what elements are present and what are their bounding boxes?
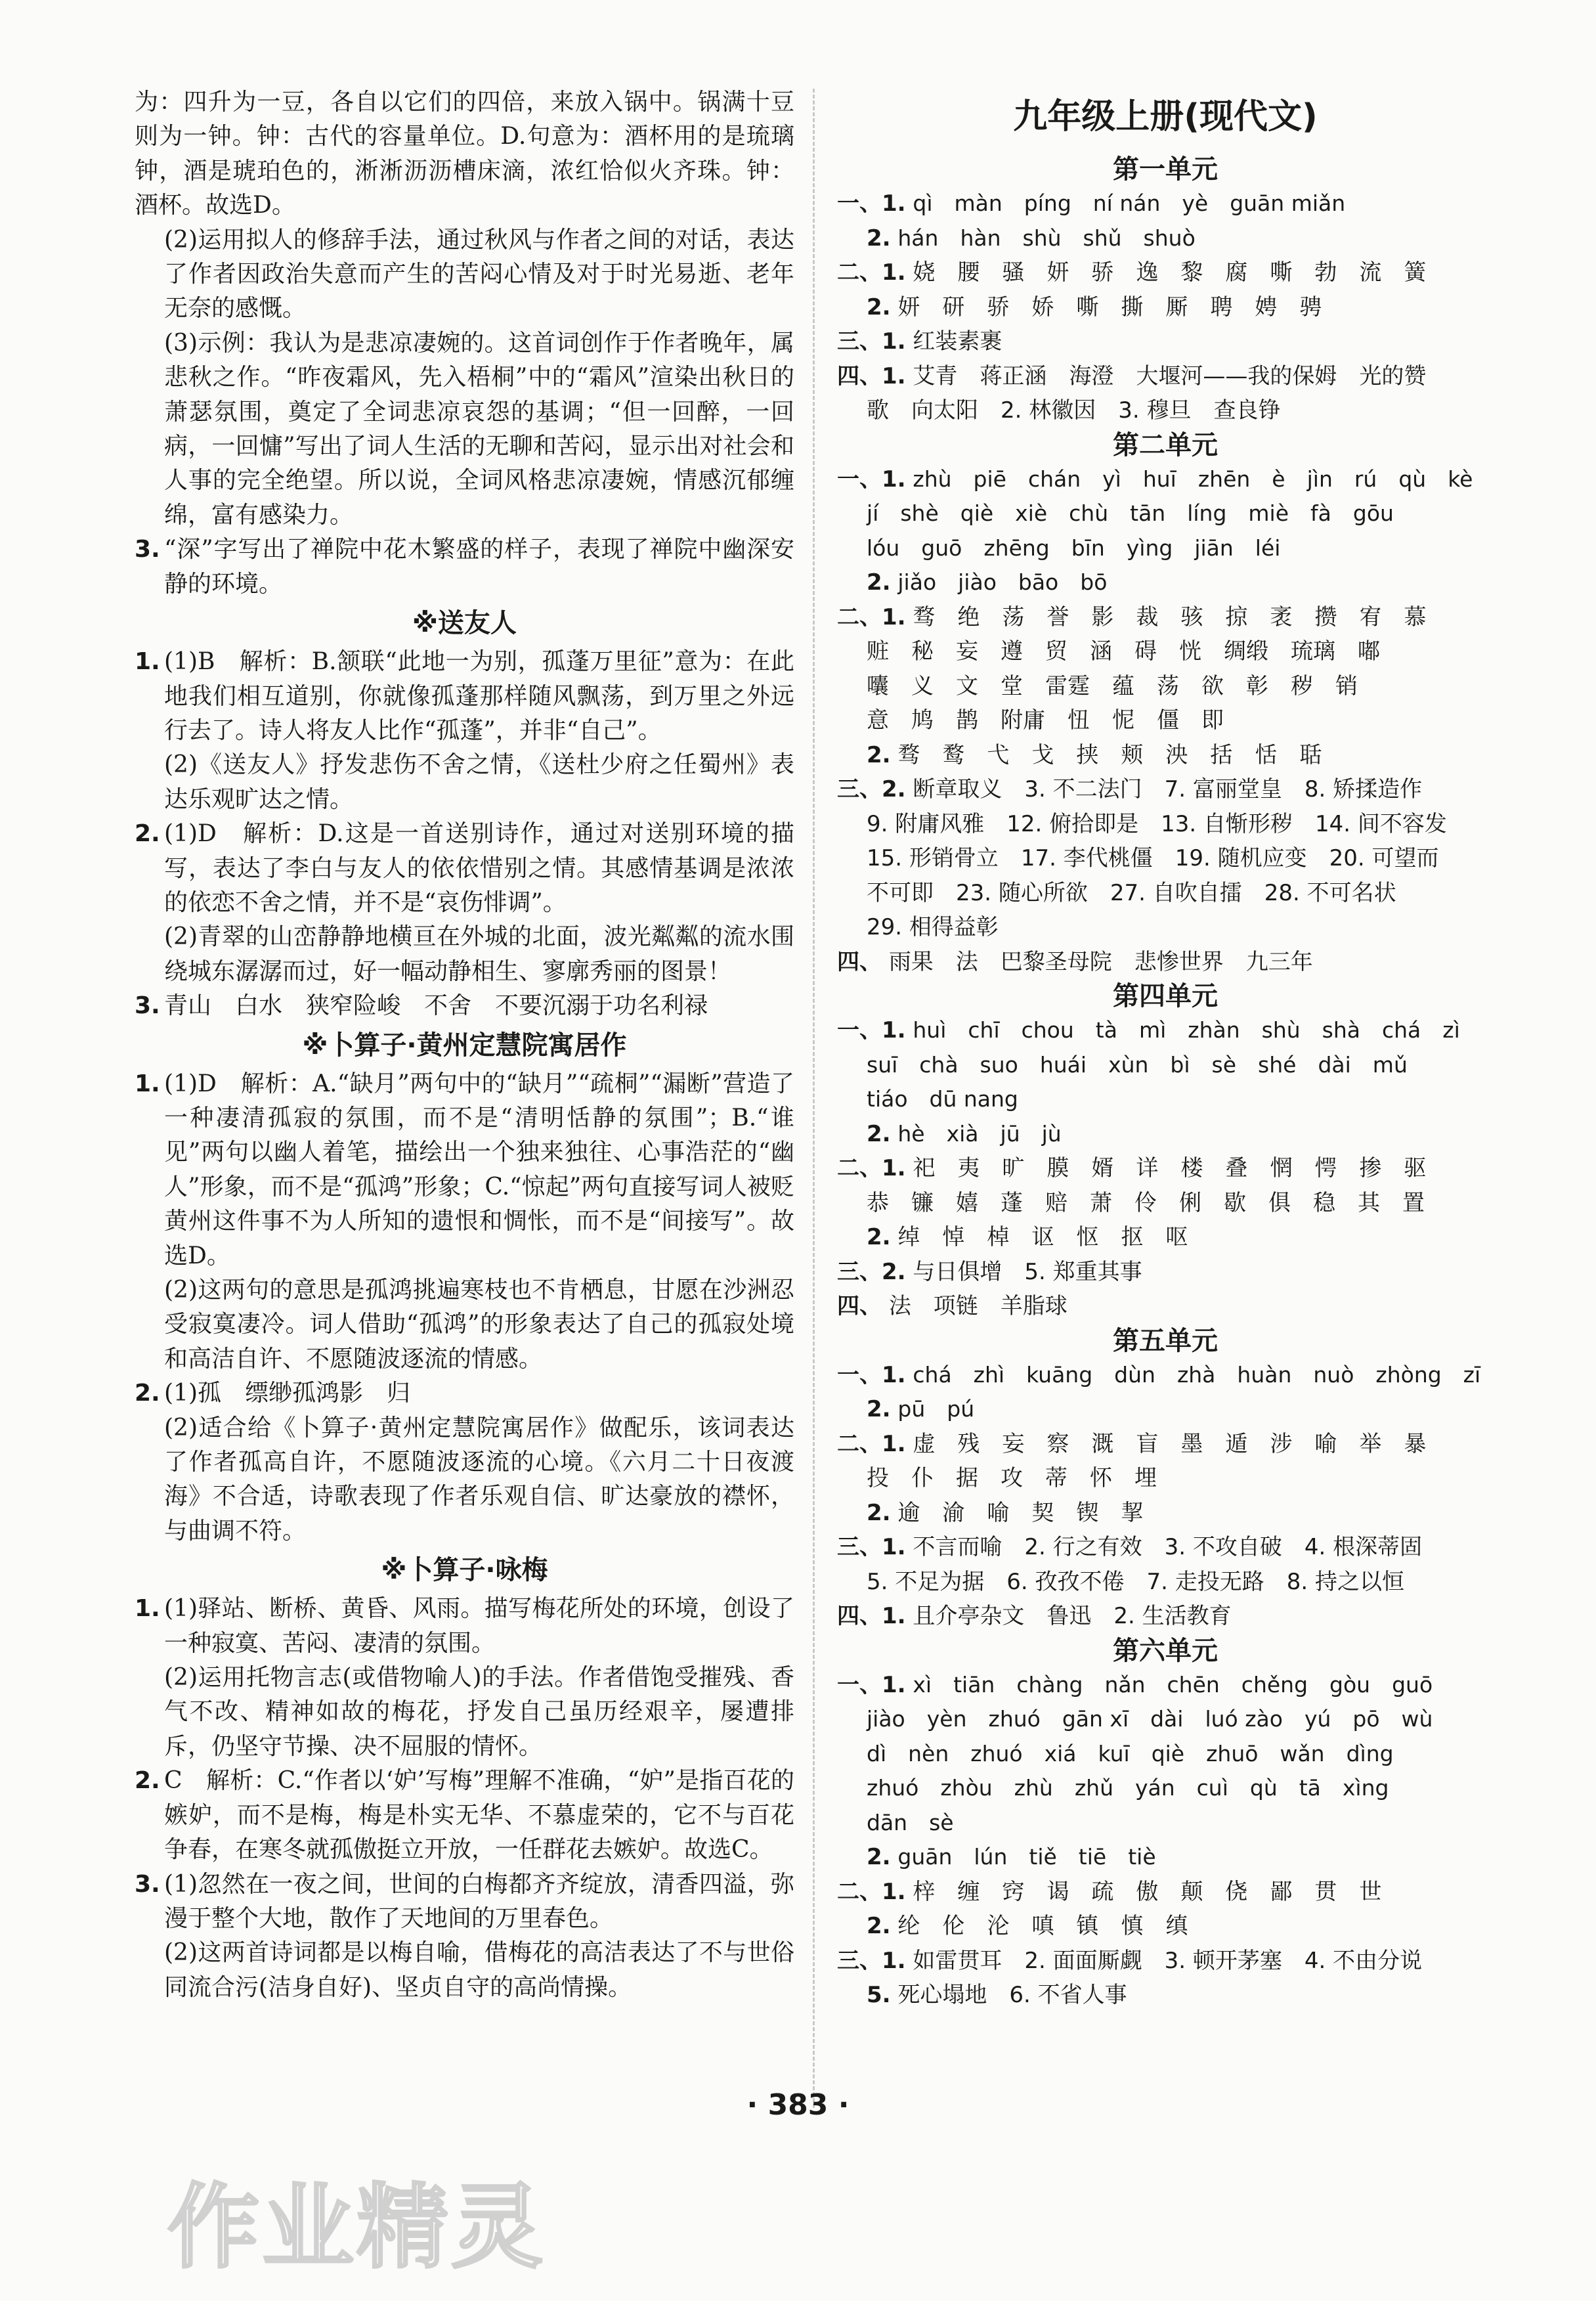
answer-item bbox=[135, 1411, 794, 1549]
item-label: 三、2. bbox=[837, 1258, 906, 1285]
answer-text: 15. 形销骨立 17. 李代桃僵 19. 随机应变 20. 可望而 bbox=[867, 845, 1439, 871]
item-text: C 解析：C.“作者以‘妒’写梅”理解不准确，“妒”是指百花的嫉妒，而不是梅，梅是朴实无华、不慕虚荣的，它不与百花争春，在寒冬就孤傲挺立开放，一任群花去嫉妒。故选C。 bbox=[164, 1767, 794, 1864]
item-number bbox=[135, 326, 164, 533]
answer-line bbox=[837, 1496, 1494, 1531]
answer-item bbox=[135, 1273, 794, 1376]
answer-line bbox=[837, 359, 1494, 394]
left-column bbox=[135, 85, 794, 2005]
item-label: 2. bbox=[867, 225, 891, 252]
item-label: 2. bbox=[867, 294, 891, 320]
item-label: 5. bbox=[867, 1982, 891, 2008]
answer-line bbox=[837, 1048, 1494, 1083]
answer-text: 纶 伦 沦 嗔 镇 慎 缜 bbox=[897, 1913, 1188, 1939]
answer-item bbox=[135, 533, 794, 602]
item-text: (2)《送友人》抒发悲伤不舍之情，《送杜少府之任蜀州》表达乐观旷达之情。 bbox=[164, 751, 794, 813]
item-number: 2. bbox=[135, 1767, 160, 1795]
answer-line bbox=[837, 1151, 1494, 1186]
answer-text: 且介亭杂文 鲁迅 2. 生活教育 bbox=[913, 1603, 1232, 1629]
item-label: 一、1. bbox=[837, 1671, 906, 1698]
answer-line bbox=[837, 1909, 1494, 1944]
item-label: 四、 bbox=[837, 1293, 882, 1319]
item-label: 二、1. bbox=[837, 1430, 906, 1457]
answer-text: 恭 镰 嬉 蓬 赔 萧 伶 俐 歇 俱 稳 其 置 bbox=[867, 1189, 1425, 1216]
answer-line bbox=[837, 772, 1494, 807]
answer-line bbox=[837, 945, 1494, 980]
answer-text: lóu guō zhēng bīn yìng jiān léi bbox=[867, 535, 1281, 561]
answer-line bbox=[837, 1461, 1494, 1496]
book-section-title: 九年级上册(现代文) bbox=[1013, 97, 1318, 137]
answer-line bbox=[837, 703, 1494, 738]
answer-text: qì màn píng ní nán yè guān miǎn bbox=[913, 190, 1346, 216]
item-label: 二、1. bbox=[837, 1878, 906, 1905]
item-label: 二、1. bbox=[837, 259, 906, 286]
answer-text: pū pú bbox=[897, 1396, 975, 1422]
answer-line bbox=[837, 669, 1494, 704]
item-number: 3. bbox=[135, 992, 160, 1020]
answer-line bbox=[837, 1875, 1494, 1910]
item-label: 2. bbox=[867, 1844, 891, 1870]
item-number: 2. bbox=[135, 820, 160, 848]
answer-text: 红装素裹 bbox=[913, 328, 1003, 355]
item-number: 2. bbox=[135, 1380, 160, 1407]
answer-text: hè xià jū jù bbox=[897, 1120, 1062, 1147]
item-number bbox=[135, 223, 164, 326]
column-divider bbox=[813, 89, 815, 2108]
answer-text: 绰 悼 棹 讴 怄 抠 呕 bbox=[897, 1224, 1188, 1250]
item-label: 一、1. bbox=[837, 190, 906, 217]
item-label: 一、1. bbox=[837, 1361, 906, 1388]
answer-item bbox=[135, 817, 794, 920]
answer-line bbox=[837, 186, 1494, 221]
answer-text: hán hàn shù shǔ shuò bbox=[897, 225, 1196, 251]
answer-text: jiào yèn zhuó gān xī dài luó zào yú pō wù bbox=[867, 1706, 1433, 1732]
item-label: 2. bbox=[867, 1913, 891, 1939]
item-text: (1)孤 缥缈孤鸿影 归 bbox=[164, 1380, 410, 1407]
answer-text: xì tiān chàng nǎn chēn chěng gòu guō bbox=[913, 1671, 1433, 1698]
answer-line bbox=[837, 1771, 1494, 1806]
answer-line bbox=[837, 221, 1494, 256]
answer-line bbox=[837, 1530, 1494, 1565]
item-label: 三、2. bbox=[837, 776, 906, 802]
answer-line bbox=[837, 876, 1494, 911]
answer-line bbox=[837, 807, 1494, 842]
item-label: 一、1. bbox=[837, 1017, 906, 1043]
item-number bbox=[135, 1411, 164, 1549]
watermark-logo: 作业精灵 bbox=[167, 2174, 546, 2281]
answer-item bbox=[135, 920, 794, 989]
answer-line bbox=[837, 1186, 1494, 1221]
answer-line bbox=[837, 600, 1494, 635]
answer-line bbox=[837, 1117, 1494, 1152]
answer-item bbox=[135, 1868, 794, 1937]
answer-text: 祀 夷 旷 膜 婿 详 楼 叠 惘 愕 掺 驱 bbox=[913, 1155, 1427, 1181]
item-text: (3)示例：我认为是悲凉凄婉的。这首词创作于作者晚年，属悲秋之作。“昨夜霜风，先入梧桐”中的“霜风”渲染出秋日的萧瑟氛围，奠定了全词悲凉哀怨的基调；“但一回醉，一回病，一回慵”写出了词人生活的无聊和苦闷，显示出对社会和人事的完全绝望。所以说，全词风格悲凉凄婉，情感沉郁缠绵，富有感染力。 bbox=[164, 329, 794, 529]
item-text: (1)忽然在一夜之间，世间的白梅都齐齐绽放，清香四溢，弥漫于整个大地，散作了天地间的万里春色。 bbox=[164, 1870, 794, 1932]
answer-line bbox=[837, 462, 1494, 497]
item-text: “深”字写出了禅院中花木繁盛的样子，表现了禅院中幽深安静的环境。 bbox=[164, 536, 794, 598]
answer-line bbox=[837, 324, 1494, 359]
answer-text: dān sè bbox=[867, 1809, 954, 1835]
item-number: 1. bbox=[135, 1595, 160, 1623]
unit-title: 第二单元 bbox=[1113, 429, 1218, 460]
answer-line bbox=[837, 1082, 1494, 1117]
item-number bbox=[135, 748, 164, 817]
answer-text: 投 仆 据 攻 蒂 怀 埋 bbox=[867, 1465, 1157, 1491]
answer-text: dì nèn zhuó xiá kuī qiè zhuō wǎn dìng bbox=[867, 1740, 1394, 1766]
section-title: ※卜算子·黄州定慧院寓居作 bbox=[302, 1030, 627, 1061]
item-label: 2. bbox=[867, 569, 891, 596]
answer-item bbox=[135, 223, 794, 326]
answer-line bbox=[837, 738, 1494, 773]
answer-line bbox=[837, 634, 1494, 669]
answer-line bbox=[837, 1565, 1494, 1600]
answer-text: 骛 鹜 弋 戈 挟 颊 泱 括 恬 聒 bbox=[897, 741, 1322, 768]
answer-text: 艾青 蒋正涵 海澄 大堰河——我的保姆 光的赞 bbox=[913, 362, 1427, 389]
item-label: 2. bbox=[867, 1499, 891, 1526]
answer-line bbox=[837, 1013, 1494, 1048]
item-text: (2)这两句的意思是孤鸿挑遍寒枝也不肯栖息，甘愿在沙洲忍受寂寞凄冷。词人借助“孤鸿”的形象表达了自己的孤寂处境和高洁自许、不愿随波逐流的情感。 bbox=[164, 1277, 794, 1372]
item-text: (1)D 解析：D.这是一首送别诗作，通过对送别环境的描写，表达了李白与友人的依依惜别之情。其感情基调是浓浓的依恋不舍之情，并不是“哀伤悱调”。 bbox=[164, 820, 794, 916]
item-number bbox=[135, 1273, 164, 1376]
item-number: 3. bbox=[135, 536, 160, 563]
answer-line bbox=[837, 496, 1494, 531]
unit-title: 第六单元 bbox=[1113, 1635, 1218, 1666]
item-text: (2)青翠的山峦静静地横亘在外城的北面，波光粼粼的流水围绕城东潺潺而过，好一幅动静相生、寥廓秀丽的图景！ bbox=[164, 923, 794, 985]
answer-text: 死心塌地 6. 不省人事 bbox=[897, 1982, 1127, 2008]
item-label: 四、 bbox=[837, 948, 882, 975]
answer-line bbox=[837, 393, 1494, 428]
item-label: 2. bbox=[867, 741, 891, 768]
item-label: 二、1. bbox=[837, 1155, 906, 1181]
answer-text: 赃 秘 妄 遵 贸 涵 碍 恍 绸缎 琉璃 嘟 bbox=[867, 638, 1380, 665]
answer-text: 妍 研 骄 娇 嘶 撕 厮 聘 娉 骋 bbox=[897, 294, 1322, 320]
answer-text: 雨果 法 巴黎圣母院 悲惨世界 九三年 bbox=[888, 948, 1313, 975]
answer-line bbox=[837, 1220, 1494, 1255]
item-number: 1. bbox=[135, 1070, 160, 1097]
answer-text: 不言而喻 2. 行之有效 3. 不攻自破 4. 根深蒂固 bbox=[913, 1534, 1423, 1560]
answer-text: suī chà suo huái xùn bì sè shé dài mǔ bbox=[867, 1051, 1408, 1078]
answer-line bbox=[837, 910, 1494, 945]
answer-item bbox=[135, 1764, 794, 1867]
item-number bbox=[135, 1661, 164, 1764]
item-text: (2)运用托物言志(或借物喻人)的手法。作者借饱受摧残、香气不改、精神如故的梅花，抒发自己虽历经艰辛，屡遭排斥，仍坚守节操、决不屈服的情怀。 bbox=[164, 1664, 794, 1760]
page-number: · 383 · bbox=[746, 2088, 850, 2122]
answer-line bbox=[837, 255, 1494, 290]
section-title: ※送友人 bbox=[412, 608, 517, 639]
item-text: (2)适合给《卜算子·黄州定慧院寓居作》做配乐，该词表达了作者孤高自许，不愿随波逐流的心境。《六月二十日夜渡海》不合适，诗歌表现了作者乐观自信、旷达豪放的襟怀，与曲调不符。 bbox=[164, 1414, 794, 1545]
answer-text: 9. 附庸风雅 12. 俯拾即是 13. 自惭形秽 14. 间不容发 bbox=[867, 810, 1447, 837]
item-number: 1. bbox=[135, 648, 160, 676]
answer-text: 与日俱增 5. 郑重其事 bbox=[913, 1258, 1142, 1285]
item-text: (1)B 解析：B.颔联“此地一为别，孤蓬万里征”意为：在此地我们相互道别，你就像孤蓬那样随风飘荡，到万里之外远行去了。诗人将友人比作“孤蓬”，并非“自己”。 bbox=[164, 648, 794, 744]
answer-text: 梓 缠 窍 谒 疏 傲 颠 侥 鄙 贯 世 bbox=[913, 1878, 1382, 1905]
answer-item bbox=[135, 1376, 794, 1411]
answer-line bbox=[837, 290, 1494, 325]
item-text: (2)运用拟人的修辞手法，通过秋风与作者之间的对话，表达了作者因政治失意而产生的苦闷心情及对于时光易逝、老年无奈的感慨。 bbox=[164, 226, 794, 322]
item-label: 四、1. bbox=[837, 1603, 906, 1629]
item-label: 三、1. bbox=[837, 1534, 906, 1560]
answer-text: 29. 相得益彰 bbox=[867, 914, 999, 940]
answer-text: 虚 残 妄 察 溉 盲 墨 遁 涉 喻 举 暴 bbox=[913, 1430, 1427, 1457]
item-text: (1)驿站、断桥、黄昏、风雨。描写梅花所处的环境，创设了一种寂寞、苦闷、凄清的氛围。 bbox=[164, 1595, 794, 1657]
item-label: 一、1. bbox=[837, 466, 906, 493]
answer-line bbox=[837, 1978, 1494, 2013]
answer-text: 法 项链 羊脂球 bbox=[888, 1293, 1068, 1319]
answer-text: jiǎo jiào bāo bō bbox=[897, 569, 1108, 595]
answer-item bbox=[135, 1067, 794, 1273]
answer-text: tiáo dū nang bbox=[867, 1086, 1018, 1112]
item-number bbox=[135, 1936, 164, 2005]
item-label: 2. bbox=[867, 1396, 891, 1422]
answer-item bbox=[135, 989, 794, 1023]
answer-text: chá zhì kuāng dùn zhà huàn nuò zhòng zī bbox=[913, 1361, 1481, 1388]
answer-text: 5. 不足为据 6. 孜孜不倦 7. 走投无路 8. 持之以恒 bbox=[867, 1568, 1404, 1595]
unit-title: 第五单元 bbox=[1113, 1325, 1218, 1356]
answer-line bbox=[837, 1599, 1494, 1634]
answer-item bbox=[135, 645, 794, 748]
answer-item bbox=[135, 748, 794, 817]
unit-title: 第一单元 bbox=[1113, 154, 1218, 185]
item-label: 三、1. bbox=[837, 328, 906, 355]
answer-text: 逾 渝 喻 契 锲 挈 bbox=[897, 1499, 1144, 1526]
answer-text: 断章取义 3. 不二法门 7. 富丽堂皇 8. 矫揉造作 bbox=[913, 776, 1423, 802]
answer-line bbox=[837, 531, 1494, 566]
item-number bbox=[135, 920, 164, 989]
answer-text: zhuó zhòu zhù zhǔ yán cuì qù tā xìng bbox=[867, 1775, 1389, 1801]
answer-text: 意 鸠 鹊 附庸 忸 怩 僵 即 bbox=[867, 707, 1224, 734]
answer-item bbox=[135, 1936, 794, 2005]
answer-item bbox=[135, 1661, 794, 1764]
answer-line bbox=[837, 841, 1494, 876]
section-title: ※卜算子·咏梅 bbox=[381, 1555, 548, 1586]
unit-title: 第四单元 bbox=[1113, 981, 1218, 1011]
answer-line bbox=[837, 565, 1494, 600]
item-label: 二、1. bbox=[837, 603, 906, 630]
answer-text: huì chī chou tà mì zhàn shù shà chá zì bbox=[913, 1017, 1460, 1043]
answer-line bbox=[837, 1840, 1494, 1875]
answer-paragraph: 为：四升为一豆，各自以它们的四倍，来放入锅中。锅满十豆则为一钟。钟：古代的容量单位。D.句意为：酒杯用的是琉璃钟，酒是琥珀色的，淅淅沥沥槽床滴，浓红恰似火齐珠。钟：酒杯。故选D。 bbox=[135, 89, 794, 219]
answer-text: zhù piē chán yì huī zhēn è jìn rú qù kè bbox=[913, 466, 1473, 492]
answer-item bbox=[135, 1592, 794, 1661]
item-label: 三、1. bbox=[837, 1947, 906, 1974]
answer-line bbox=[837, 1668, 1494, 1703]
item-number: 3. bbox=[135, 1870, 160, 1898]
answer-line bbox=[837, 1737, 1494, 1772]
item-text: (2)这两首诗词都是以梅自喻，借梅花的高洁表达了不与世俗同流合污(洁身自好)、坚贞自守的高尚情操。 bbox=[164, 1939, 794, 2001]
answer-text: guān lún tiě tiē tiè bbox=[897, 1844, 1156, 1870]
answer-line bbox=[837, 1806, 1494, 1841]
answer-line bbox=[837, 1427, 1494, 1462]
answer-text: 如雷贯耳 2. 面面厮觑 3. 顿开茅塞 4. 不由分说 bbox=[913, 1947, 1423, 1974]
answer-line bbox=[837, 1702, 1494, 1737]
item-text: (1)D 解析：A.“缺月”两句中的“缺月”“疏桐”“漏断”营造了一种凄清孤寂的氛围，而不是“清明恬静的氛围”；B.“谁见”两句以幽人着笔，描绘出一个独来独往、心事浩茫的“幽人”形象，而不是“孤鸿”形象；C.“惊起”两句直接写词人被贬黄州这件事不为人所知的遗恨和惆怅，而不是“间接写”。故选D。 bbox=[164, 1070, 794, 1269]
answer-text: 囔 义 文 堂 雷霆 蕴 荡 欲 彰 秽 销 bbox=[867, 672, 1358, 699]
item-label: 2. bbox=[867, 1224, 891, 1250]
answer-text: jí shè qiè xiè chù tān líng miè fà gōu bbox=[867, 500, 1394, 526]
item-label: 四、1. bbox=[837, 362, 906, 389]
answer-line bbox=[837, 1944, 1494, 1979]
answer-text: 娆 腰 骚 妍 骄 逸 黎 腐 嘶 勃 流 簧 bbox=[913, 259, 1427, 286]
answer-text: 骛 绝 荡 誉 影 裁 骇 掠 袤 攒 宥 慕 bbox=[913, 603, 1427, 630]
answer-text: 歌 向太阳 2. 林徽因 3. 穆旦 查良铮 bbox=[867, 397, 1281, 424]
item-text: 青山 白水 狭窄险峻 不舍 不要沉溺于功名利禄 bbox=[164, 992, 708, 1020]
answer-text: 不可即 23. 随心所欲 27. 自吹自擂 28. 不可名状 bbox=[867, 879, 1396, 906]
answer-line bbox=[837, 1255, 1494, 1290]
answer-line bbox=[837, 1392, 1494, 1427]
answer-line bbox=[837, 1289, 1494, 1324]
item-label: 2. bbox=[867, 1120, 891, 1147]
answer-item bbox=[135, 326, 794, 533]
answer-line bbox=[837, 1358, 1494, 1393]
right-column bbox=[837, 85, 1494, 2013]
